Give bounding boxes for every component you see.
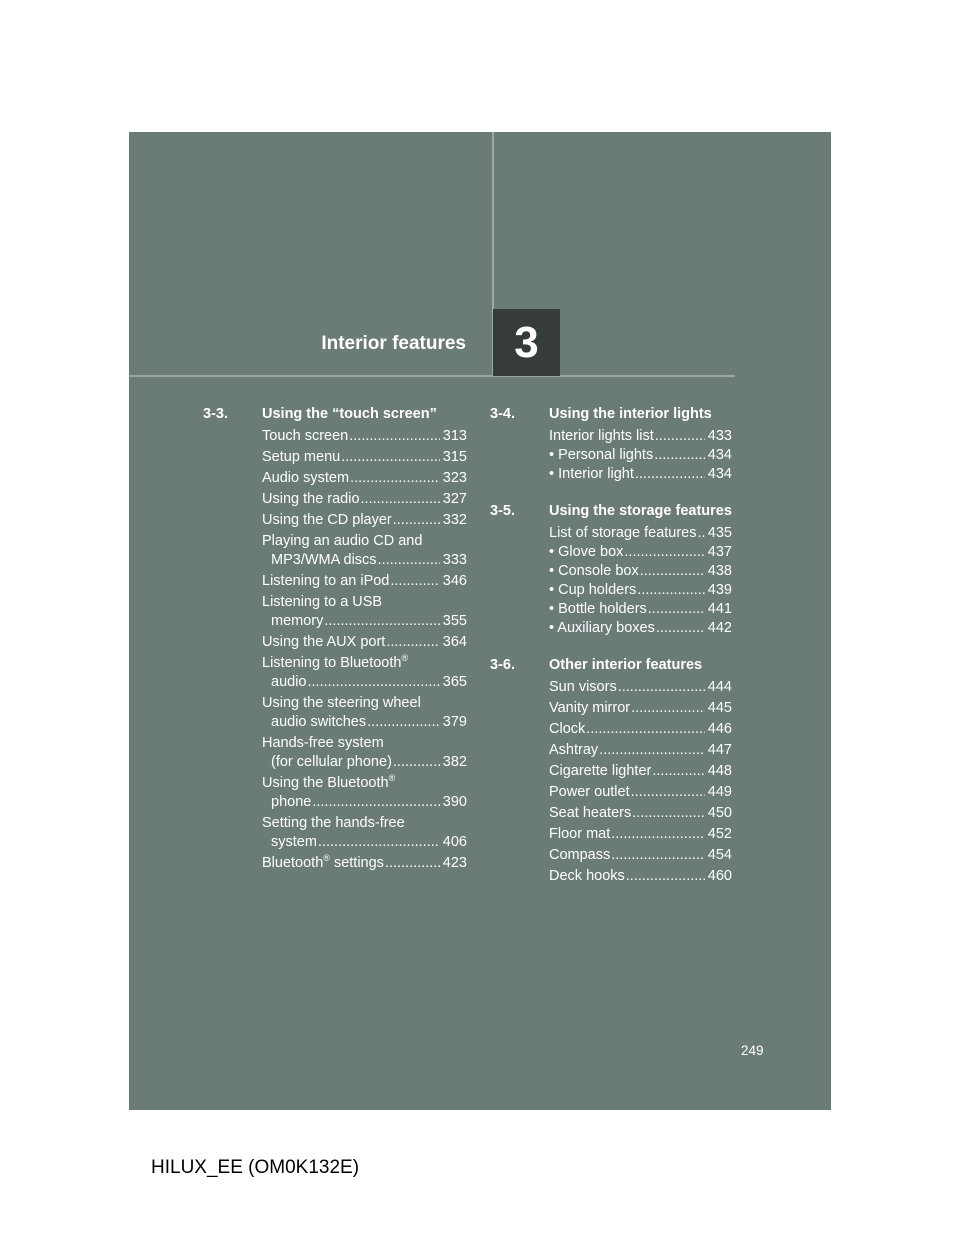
entry-label: Using the CD player	[262, 512, 392, 528]
entry-label: • Glove box	[549, 544, 624, 560]
toc-entry[interactable]	[490, 846, 732, 865]
entry-page: 346	[442, 573, 467, 589]
toc-entry-setting-hands-free[interactable]	[203, 814, 467, 852]
toc-entry-bluetooth-settings[interactable]	[203, 854, 467, 873]
entry-label: Using the Bluetooth	[262, 775, 389, 791]
entry-page: 445	[707, 700, 732, 716]
toc-entry[interactable]	[490, 427, 732, 446]
entry-label: Hands-free system	[262, 735, 384, 751]
toc-entry[interactable]	[490, 783, 732, 802]
entry-page: 323	[442, 470, 467, 486]
toc-entry[interactable]	[490, 678, 732, 697]
section-heading	[490, 406, 732, 422]
page-number: 249	[741, 1043, 764, 1058]
section-number: 3-6.	[490, 657, 515, 673]
entry-page: 333	[442, 552, 467, 568]
entry-page: 355	[442, 613, 467, 629]
entry-page: 382	[442, 754, 467, 770]
entry-page: 460	[707, 868, 732, 884]
toc-entry-steering-switches[interactable]	[203, 694, 467, 732]
toc-entry[interactable]	[490, 446, 732, 465]
entry-label: Seat heaters	[549, 805, 632, 821]
toc-entry[interactable]	[490, 762, 732, 781]
registered-mark: ®	[323, 853, 330, 864]
section-heading	[490, 503, 732, 519]
entry-page: 439	[707, 582, 732, 598]
entry-page: 434	[707, 466, 732, 482]
entry-label: Touch screen	[262, 428, 349, 444]
toc-entry[interactable]	[490, 543, 732, 562]
toc-entry-radio[interactable]	[203, 490, 467, 509]
toc-entry-aux[interactable]	[203, 633, 467, 652]
toc-entry[interactable]	[490, 699, 732, 718]
section-number: 3-4.	[490, 406, 515, 422]
toc-section-3-6	[490, 657, 732, 886]
entry-label: • Auxiliary boxes	[549, 620, 655, 636]
entry-label-continued: (for cellular phone)	[271, 754, 392, 770]
toc-entry-ipod[interactable]	[203, 572, 467, 591]
toc-entry-setup-menu[interactable]	[203, 448, 467, 467]
entry-page: 365	[442, 674, 467, 690]
toc-left-column	[203, 406, 467, 889]
entry-label: Using the AUX port	[262, 634, 386, 650]
section-title: Using the “touch screen”	[262, 406, 437, 422]
entry-page: 450	[707, 805, 732, 821]
entry-label: Listening to a USB	[262, 594, 383, 610]
section-title: Using the interior lights	[549, 406, 712, 422]
entry-label: Cigarette lighter	[549, 763, 652, 779]
entry-label-continued: MP3/WMA discs	[271, 552, 377, 568]
toc-entry[interactable]	[490, 720, 732, 739]
registered-mark: ®	[401, 653, 409, 664]
chapter-title: Interior features	[321, 333, 466, 354]
entry-page: 433	[707, 428, 732, 444]
entry-page: 364	[442, 634, 467, 650]
toc-entry-hands-free[interactable]	[203, 734, 467, 772]
entry-label-continued: audio switches	[271, 714, 367, 730]
section-title: Other interior features	[549, 657, 703, 673]
entry-label-continued: phone	[271, 794, 312, 810]
entry-page: 332	[442, 512, 467, 528]
entry-label: • Interior light	[549, 466, 634, 482]
registered-mark: ®	[388, 773, 396, 784]
entry-page: 327	[442, 491, 467, 507]
entry-label: Compass	[549, 847, 611, 863]
entry-page: 448	[707, 763, 732, 779]
toc-entry[interactable]	[490, 867, 732, 886]
toc-entry[interactable]	[490, 600, 732, 619]
entry-label: Playing an audio CD and	[262, 533, 423, 549]
entry-page: 452	[707, 826, 732, 842]
entry-label: • Personal lights	[549, 447, 654, 463]
toc-entry-cd-player[interactable]	[203, 511, 467, 530]
entry-page: 446	[707, 721, 732, 737]
entry-page: 390	[442, 794, 467, 810]
toc-entry[interactable]	[490, 562, 732, 581]
entry-page: 423	[442, 855, 467, 871]
entry-label: • Bottle holders	[549, 601, 647, 617]
entry-page: 438	[707, 563, 732, 579]
toc-entry[interactable]	[490, 619, 732, 638]
toc-entry[interactable]	[490, 465, 732, 484]
section-number: 3-5.	[490, 503, 515, 519]
header-rule	[129, 375, 735, 377]
entry-label: • Cup holders	[549, 582, 637, 598]
toc-entry-usb[interactable]	[203, 593, 467, 631]
document-code-footer: HILUX_EE (OM0K132E)	[151, 1157, 360, 1178]
entry-label: Interior lights list	[549, 428, 654, 444]
toc-section-3-4	[490, 406, 732, 484]
entry-label: Vanity mirror	[549, 700, 631, 716]
entry-page: 313	[442, 428, 467, 444]
entry-page: 379	[442, 714, 467, 730]
entry-page: 454	[707, 847, 732, 863]
toc-entry[interactable]	[490, 581, 732, 600]
toc-section-3-3	[203, 406, 467, 873]
toc-section-3-5	[490, 503, 732, 638]
chapter-number-badge: 3	[493, 309, 560, 376]
entry-label: Listening to Bluetooth	[262, 655, 402, 671]
entry-label: Deck hooks	[549, 868, 625, 884]
entry-label: Bluetooth	[262, 855, 324, 871]
entry-label-suffix: settings	[329, 855, 384, 871]
toc-entry-touch-screen[interactable]	[203, 427, 467, 446]
entry-label-continued: system	[271, 834, 317, 850]
entry-label: List of storage features	[549, 525, 697, 541]
entry-page: 315	[442, 449, 467, 465]
entry-page: 441	[707, 601, 732, 617]
entry-label: Audio system	[262, 470, 350, 486]
section-heading	[490, 657, 732, 673]
toc-entry-audio-cd[interactable]	[203, 532, 467, 570]
entry-page: 444	[707, 679, 732, 695]
toc-entry-bluetooth-audio[interactable]	[203, 654, 467, 692]
toc-right-column	[490, 406, 732, 902]
entry-label: Using the steering wheel	[262, 695, 421, 711]
entry-label: Listening to an iPod	[262, 573, 390, 589]
entry-label: Ashtray	[549, 742, 599, 758]
section-heading	[203, 406, 467, 422]
entry-label: Setting the hands-free	[262, 815, 405, 831]
toc-entry[interactable]	[490, 804, 732, 823]
entry-page: 435	[707, 525, 732, 541]
section-title: Using the storage features	[549, 503, 732, 519]
entry-label: Floor mat	[549, 826, 611, 842]
entry-page: 447	[707, 742, 732, 758]
entry-label: • Console box	[549, 563, 639, 579]
toc-entry-bluetooth-phone[interactable]	[203, 774, 467, 812]
entry-label-continued: memory	[271, 613, 324, 629]
entry-label: Clock	[549, 721, 586, 737]
entry-label-continued: audio	[271, 674, 307, 690]
section-number: 3-3.	[203, 406, 228, 422]
entry-page: 437	[707, 544, 732, 560]
entry-label: Sun visors	[549, 679, 617, 695]
toc-entry[interactable]	[490, 825, 732, 844]
entry-page: 434	[707, 447, 732, 463]
entry-label: Setup menu	[262, 449, 341, 465]
toc-entry[interactable]	[490, 524, 732, 543]
entry-page: 442	[707, 620, 732, 636]
entry-label: Power outlet	[549, 784, 630, 800]
entry-page: 406	[442, 834, 467, 850]
toc-entry[interactable]	[490, 741, 732, 760]
entry-page: 449	[707, 784, 732, 800]
toc-entry-audio-system[interactable]	[203, 469, 467, 488]
entry-label: Using the radio	[262, 491, 360, 507]
